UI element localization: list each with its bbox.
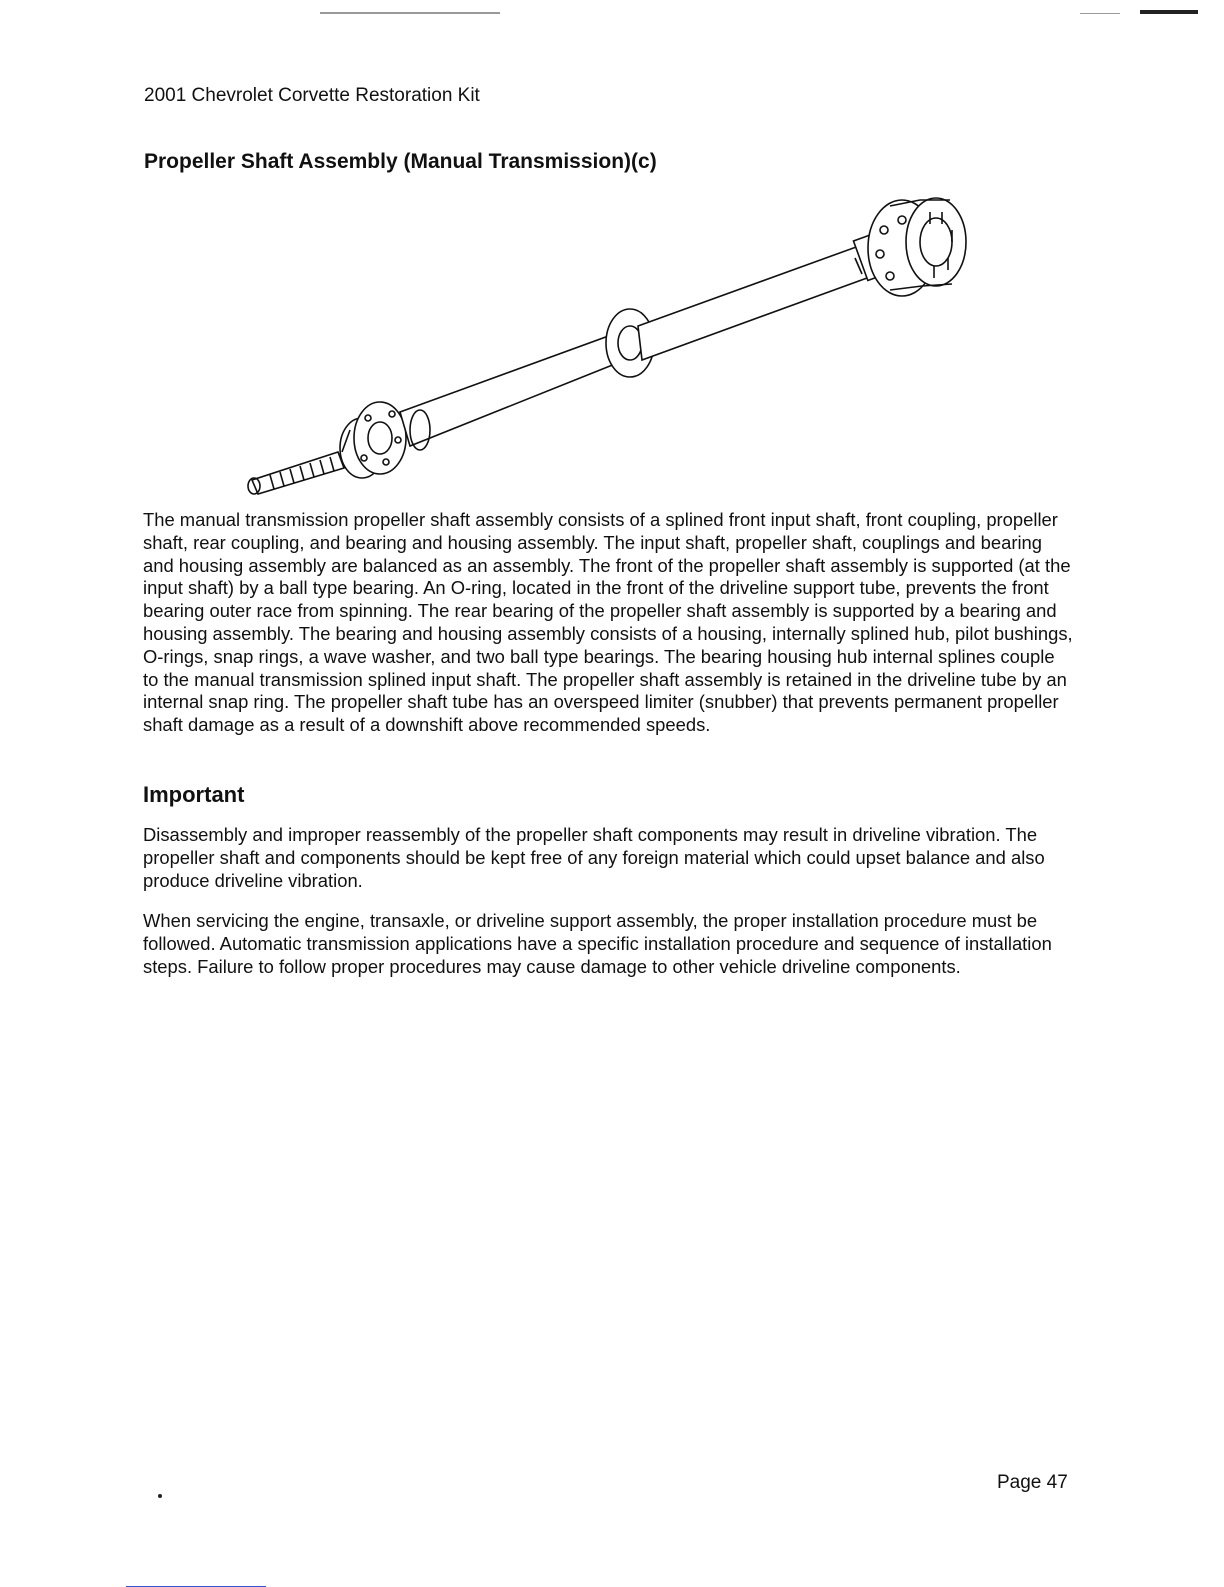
document-header: 2001 Chevrolet Corvette Restoration Kit xyxy=(144,85,480,106)
scan-artifact xyxy=(158,1494,162,1498)
page-number: Page 47 xyxy=(997,1472,1068,1493)
important-heading: Important xyxy=(143,782,245,807)
propeller-shaft-illustration-icon xyxy=(230,190,990,495)
section-title: Propeller Shaft Assembly (Manual Transmission)(c) xyxy=(144,150,657,173)
propeller-shaft-figure xyxy=(230,190,990,495)
description-paragraph: The manual transmission propeller shaft assembly consists of a splined front input shaft, front coupling, propeller shaft, rear coupling, and bearing and housing assembly. The input shaft, propeller shaft, couplings and bearing and housing assembly are balanced as an assembly. The front of the propeller shaft assembly is supported (at the input shaft) by a ball type bearing. An O-ring, located in the front of the driveline support tube, prevents the front bearing outer race from spinning. The rear bearing of the propeller shaft assembly is supported by a bearing and housing assembly. The bearing and housing assembly consists of a housing, internally splined hub, pilot bushings, O-rings, snap rings, a wave washer, and two ball type bearings. The bearing housing hub internal splines couple to the manual transmission splined input shaft. The propeller shaft assembly is retained in the driveline tube by an internal snap ring. The propeller shaft tube has an overspeed limiter (snubber) that prevents permanent propeller shaft damage as a result of a downshift above recommended speeds. xyxy=(143,509,1073,736)
important-paragraph-1: Disassembly and improper reassembly of the propeller shaft components may result in driveline vibration. The propeller shaft and components should be kept free of any foreign material which could upset balance and also produce driveline vibration. xyxy=(143,824,1045,891)
important-paragraph-2: When servicing the engine, transaxle, or driveline support assembly, the proper installation procedure must be followed. Automatic transmission applications have a specific installation procedure and sequence of installation steps. Failure to follow proper procedures may cause damage to other vehicle driveline components. xyxy=(143,910,1052,977)
scan-artifact xyxy=(320,12,500,14)
scan-artifact xyxy=(1080,13,1120,14)
scan-artifact xyxy=(1140,10,1198,14)
